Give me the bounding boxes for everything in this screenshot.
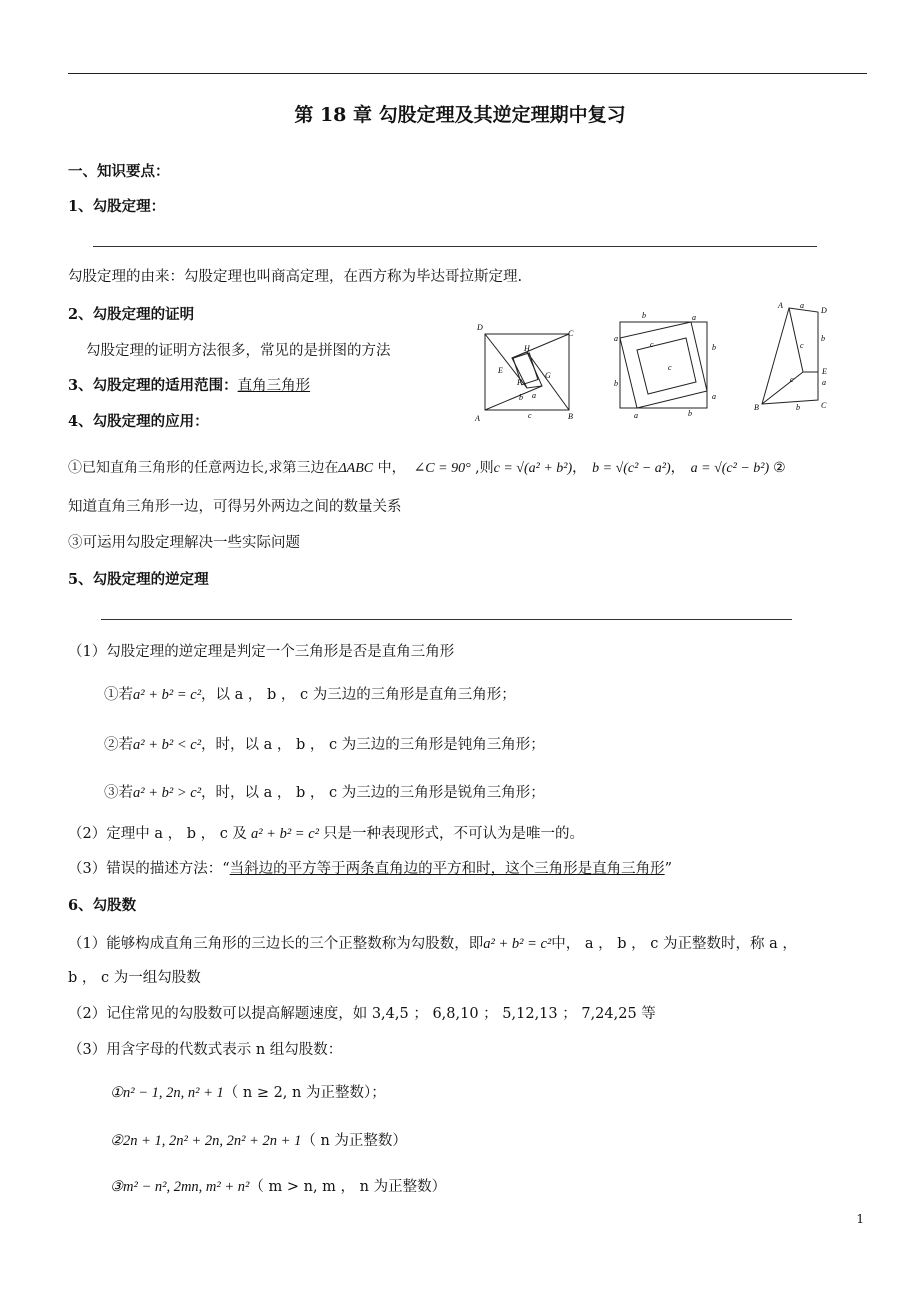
s5-case2-post: ，时，以 a ， b ， c 为三边的三角形是钝角三角形； xyxy=(201,737,545,753)
s3-value: 直角三角形 xyxy=(237,378,311,394)
s5-case1-post: ，以 a ， b ， c 为三边的三角形是直角三角形； xyxy=(201,687,516,703)
s4-formula-b: b = √(c² − a²) xyxy=(592,461,671,476)
fig3-label-A: A xyxy=(778,301,783,310)
s3-heading-row xyxy=(68,374,310,395)
figure-3 xyxy=(754,301,827,412)
fig2-label-a3: a xyxy=(712,392,716,401)
s4-triangle: ΔABC xyxy=(338,461,374,476)
fig1-label-H: H xyxy=(524,344,530,353)
fig3-label-E: E xyxy=(822,367,827,376)
fig3-label-c1: c xyxy=(800,341,804,350)
s1-origin: 勾股定理的由来：勾股定理也叫商高定理，在西方称为毕达哥拉斯定理. xyxy=(68,269,523,285)
fig1-label-D: D xyxy=(477,323,483,332)
s6-formula2-cond: （ n 为正整数） xyxy=(301,1133,407,1149)
fig2-label-a1: a xyxy=(692,313,696,322)
s6-formula3-cond: （ m > n, m ， n 为正整数） xyxy=(249,1179,447,1195)
s5-p3-pre: （3）错误的描述方法：“ xyxy=(68,861,230,877)
s5-case2-pre: ②若 xyxy=(104,737,133,753)
s1-blank-line xyxy=(93,246,817,247)
s6-p3: （3）用含字母的代数式表示 n 组勾股数： xyxy=(68,1042,343,1058)
fig1-label-E: E xyxy=(498,366,503,375)
fig2-label-c2: c xyxy=(668,363,672,372)
s3-heading: 3、勾股定理的适用范围： xyxy=(68,377,238,394)
fig3-label-D: D xyxy=(821,306,827,315)
s5-case2 xyxy=(104,733,545,754)
s6-p2: （2）记住常见的勾股数可以提高解题速度，如 3,4,5 ； 6,8,10 ； 5,12,13 ； 7,24,25 等 xyxy=(68,1006,656,1022)
s4-line1-then: ,则 xyxy=(470,460,494,476)
s6-p1 xyxy=(68,932,797,953)
s5-p2-expr: a² + b² = c² xyxy=(250,826,319,842)
fig3-label-B: B xyxy=(754,403,759,412)
s5-p3 xyxy=(68,857,672,878)
s4-formula-c: c = √(a² + b²) xyxy=(493,461,573,476)
fig2-label-b3: b xyxy=(614,379,618,388)
s5-case3-pre: ③若 xyxy=(104,785,133,801)
fig3-label-b2: b xyxy=(796,403,800,412)
s5-heading: 5、勾股定理的逆定理 xyxy=(68,571,209,588)
s4-line2: 知道直角三角形一边，可得另外两边之间的数量关系 xyxy=(68,499,402,515)
s5-p2 xyxy=(68,822,584,843)
fig1-label-G: G xyxy=(545,371,551,380)
s5-case1-expr: a² + b² = c² xyxy=(133,687,202,703)
s5-blank-line xyxy=(101,619,792,620)
fig1-label-B: B xyxy=(568,412,573,421)
s5-case2-expr: a² + b² < c² xyxy=(133,737,202,753)
s4-line1-pre: ①已知直角三角形的任意两边长,求第三边在 xyxy=(68,460,339,476)
fig2-label-a2: a xyxy=(614,334,618,343)
fig1-label-A: A xyxy=(475,414,480,423)
s6-heading: 6、勾股数 xyxy=(68,897,137,914)
s4-formula-a: a = √(c² − b²) xyxy=(690,461,770,476)
fig3-label-b1: b xyxy=(821,334,825,343)
s5-p3-post: ” xyxy=(664,861,673,877)
page-title: 第 18 章 勾股定理及其逆定理期中复习 xyxy=(294,104,626,126)
fig2-label-b1: b xyxy=(642,311,646,320)
s5-case3-post: ，时，以 a ， b ， c 为三边的三角形是锐角三角形； xyxy=(201,785,545,801)
s4-line3: ③可运用勾股定理解决一些实际问题 xyxy=(68,535,300,551)
s6-p1-expr: a² + b² = c² xyxy=(483,936,552,952)
fig3-label-a2: a xyxy=(822,378,826,387)
fig3-label-a1: a xyxy=(800,301,804,310)
s4-angle: ∠C = 90° xyxy=(413,461,471,476)
fig1-label-b: b xyxy=(519,393,523,402)
fig2-label-c1: c xyxy=(650,340,654,349)
page-number: 1 xyxy=(856,1212,864,1226)
fig2-label-b4: b xyxy=(688,409,692,418)
top-rule xyxy=(68,73,867,74)
s5-p2-pre: （2）定理中 a ， b ， c 及 xyxy=(68,826,247,842)
fig1-label-F: F xyxy=(517,378,522,387)
s5-case3-expr: a² + b² > c² xyxy=(133,785,202,801)
figure-1 xyxy=(474,323,574,423)
fig3-label-c2: c xyxy=(790,375,794,384)
s5-case1-pre: ①若 xyxy=(104,687,133,703)
s4-line1: ①已知直角三角形的任意两边长,求第三边在ΔABC 中， ∠C = 90° ,则c = √(a² + b²)， b = √(c² − a²)， a = √(c² − b²) ② xyxy=(68,460,786,476)
s6-p1-line2: b ， c 为一组勾股数 xyxy=(68,970,201,986)
s5-case3 xyxy=(104,781,545,802)
fig1-label-a: a xyxy=(532,391,536,400)
fig2-label-a4: a xyxy=(634,411,638,420)
figure-2 xyxy=(614,311,716,420)
fig1-label-c: c xyxy=(528,411,532,420)
s6-p1-post: 中， a ， b ， c 为正整数时，称 a ， xyxy=(551,936,797,952)
s2-text: 勾股定理的证明方法很多，常见的是拼图的方法 xyxy=(86,343,391,359)
s2-heading: 2、勾股定理的证明 xyxy=(68,306,195,323)
fig2-label-b2: b xyxy=(712,343,716,352)
s5-case1 xyxy=(104,683,516,704)
s6-formula1 xyxy=(110,1081,386,1102)
s5-p1: （1）勾股定理的逆定理是判定一个三角形是否是直角三角形 xyxy=(68,644,455,660)
s5-p3-underlined: 当斜边的平方等于两条直角边的平方和时，这个三角形是直角三角形 xyxy=(229,861,665,877)
proof-figures xyxy=(472,300,852,425)
s5-p2-post: 只是一种表现形式，不可认为是唯一的。 xyxy=(322,826,584,842)
s6-formula1-expr: ①n² − 1, 2n, n² + 1 xyxy=(110,1085,224,1101)
s6-formula3-expr: ③m² − n², 2mn, m² + n² xyxy=(110,1179,250,1195)
fig3-label-C: C xyxy=(821,401,827,410)
s4-line1-mid: 中， xyxy=(373,460,406,476)
section-knowledge: 一、知识要点： xyxy=(68,163,170,180)
s6-formula3 xyxy=(110,1175,446,1196)
s6-formula2 xyxy=(110,1129,407,1150)
s6-p1-pre: （1）能够构成直角三角形的三边长的三个正整数称为勾股数，即 xyxy=(68,936,484,952)
fig1-label-C: C xyxy=(568,329,574,338)
s1-heading: 1、勾股定理： xyxy=(68,198,166,215)
s6-formula1-cond: （ n ≥ 2, n 为正整数）； xyxy=(223,1085,386,1101)
s4-line1-end: ② xyxy=(773,460,786,476)
s4-heading: 4、勾股定理的应用： xyxy=(68,413,209,430)
s6-formula2-expr: ②2n + 1, 2n² + 2n, 2n² + 2n + 1 xyxy=(110,1133,302,1149)
